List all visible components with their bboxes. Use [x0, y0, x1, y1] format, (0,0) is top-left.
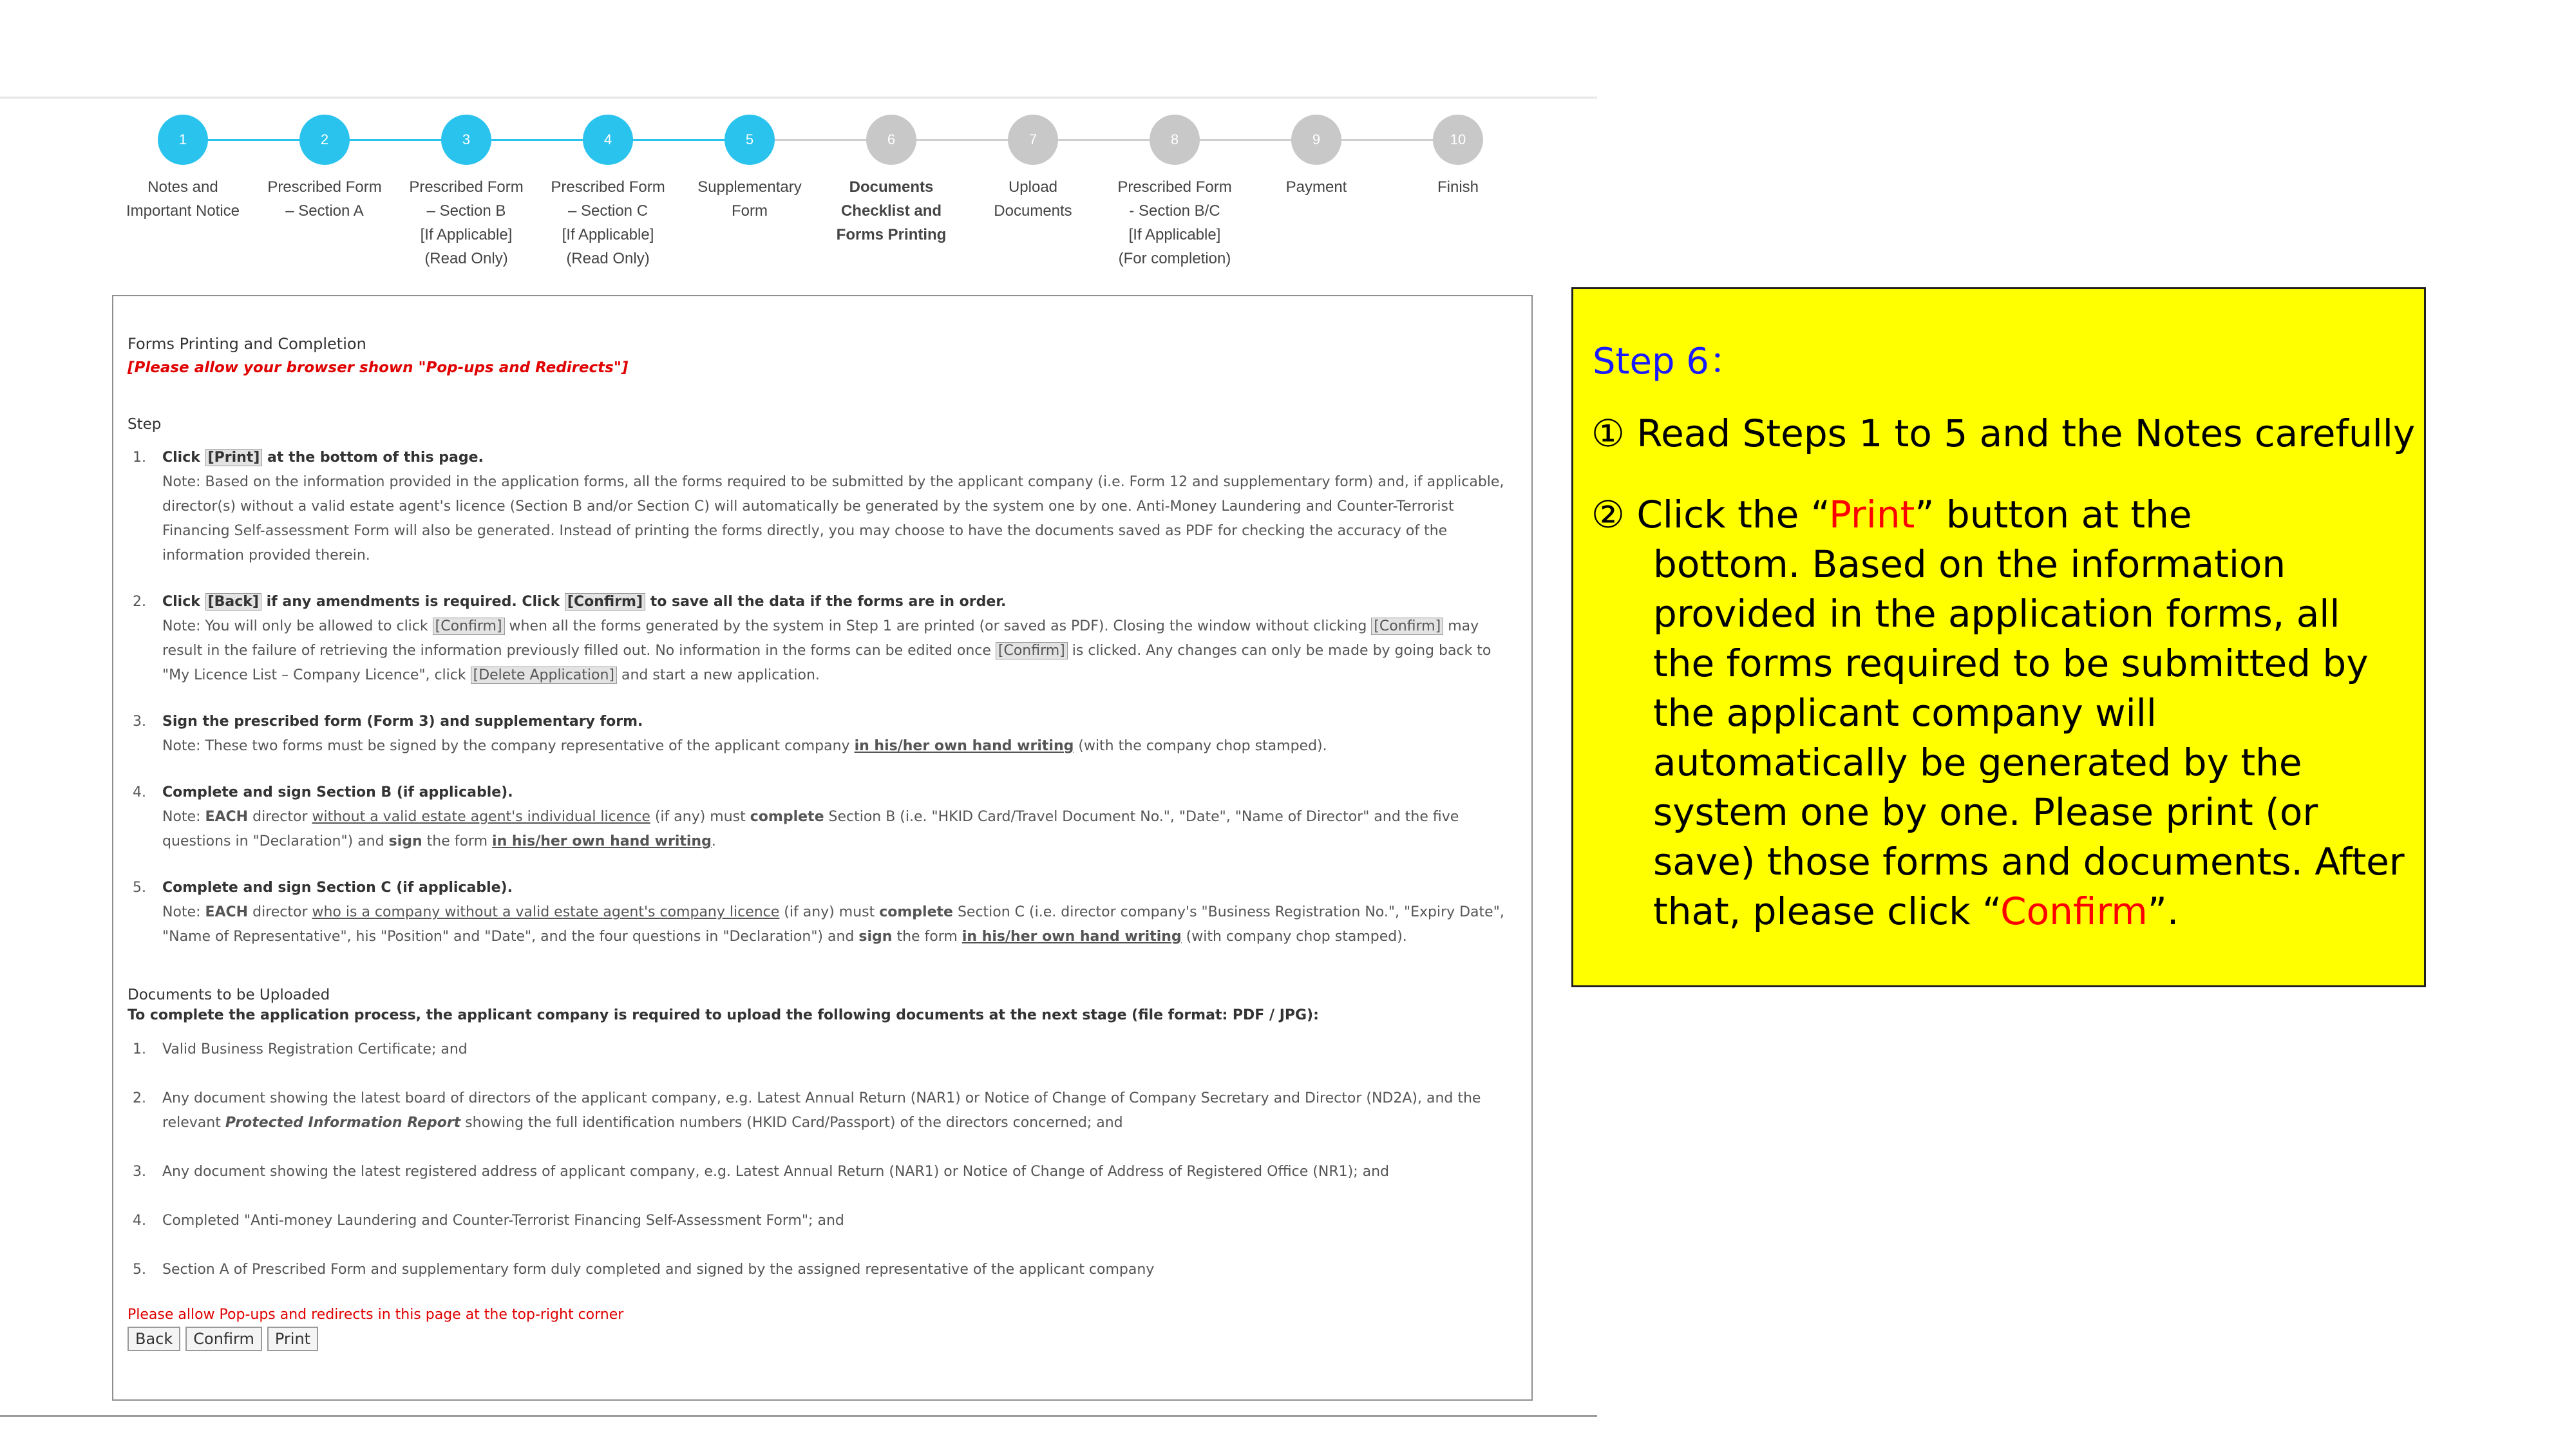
step-number-badge: 1 — [158, 115, 208, 165]
stepper-step-10 — [1392, 115, 1524, 199]
back-button[interactable]: Back — [128, 1327, 180, 1351]
step-number-badge: 8 — [1150, 115, 1200, 165]
step-label: Upload Documents — [994, 178, 1072, 220]
step-number-badge: 2 — [299, 115, 350, 165]
documents-subheading: To complete the application process, the applicant company is required to upload the following documents at the next stage (file format: PDF / JPG): — [128, 1007, 1319, 1023]
panel-title: Forms Printing and Completion — [128, 335, 366, 353]
bottom-divider — [0, 1415, 1597, 1417]
step-heading: Step — [128, 416, 162, 433]
stepper-step-2 — [259, 115, 390, 223]
list-item: 2. Click [Back] if any amendments is required. Click [Confirm] to save all the data if the forms are in order. Note: You will only be allowed to click [Confirm] when all the forms generated by the system in Step 1 are printed (or saved as PDF). Closing the window without clicking [Confirm] may result in the failure of retrieving the information previously filled out. No information in the forms can be edited once [Confirm] is clicked. Any changes can only be made by going back to "My Licence List – Company Licence", click [Delete Application] and start a new application. — [133, 594, 1492, 683]
step-label: Payment — [1285, 178, 1347, 196]
step-number-badge: 7 — [1008, 115, 1058, 165]
action-buttons — [128, 1327, 1506, 1351]
documents-heading: Documents to be Uploaded — [128, 987, 330, 1003]
step-label: Finish — [1437, 178, 1479, 196]
step-number-badge: 9 — [1291, 115, 1341, 165]
list-item: 5. Complete and sign Section C (if applicable). Note: EACH director who is a company without a valid estate agent's company licence (if any) must complete Section C (i.e. director company's "Business Registration No.", "Expiry Date", "Name of Representative", his "Position" and "Date", and the four questions in "Declaration") and sign the form in his/her own hand writing (with company chop stamped). — [133, 880, 1504, 945]
confirm-button[interactable]: Confirm — [185, 1327, 262, 1351]
instruction-callout — [1571, 287, 2426, 987]
popup-note: Please allow Pop-ups and redirects in this page at the top-right corner — [128, 1307, 624, 1323]
stepper-step-6 — [826, 115, 957, 247]
step-label: Supplementary Form — [697, 178, 802, 220]
print-button[interactable]: Print — [267, 1327, 318, 1351]
step-label: Prescribed Form - Section B/C [If Applicable] (For completion) — [1117, 178, 1232, 267]
stepper-step-8 — [1109, 115, 1240, 270]
stepper-step-3 — [401, 115, 532, 270]
popup-warning: [Please allow your browser shown "Pop-ups and Redirects"] — [128, 359, 629, 376]
forms-printing-panel — [112, 295, 1533, 1401]
callout-point-1: ① Read Steps 1 to 5 and the Notes carefully — [1591, 412, 2416, 455]
stepper-step-5 — [684, 115, 815, 223]
callout-point-2: ② Click the “Print” button at the bottom. Based on the information provided in the application forms, all the forms required to be submitted by the applicant company will automatically be generated by the system one by one. Please print (or save) those forms and documents. After that, please click “Confirm”. — [1591, 493, 2405, 933]
step-label: Notes and Important Notice — [126, 178, 240, 220]
step-label: Prescribed Form – Section B [If Applicable] (Read Only) — [409, 178, 524, 267]
stepper-step-4 — [542, 115, 674, 270]
step-number-badge: 4 — [583, 115, 633, 165]
list-item: 3. Sign the prescribed form (Form 3) and supplementary form. Note: These two forms must be signed by the company representative of the applicant company in his/her own hand writing (with the company chop stamped). — [133, 714, 1327, 754]
step-list — [128, 446, 1506, 949]
list-item: 4. Complete and sign Section B (if applicable). Note: EACH director without a valid estate agent's individual licence (if any) must complete Section B (i.e. "HKID Card/Travel Document No.", "Date", "Name of Director" and the five questions in "Declaration") and sign the form in his/her own hand writing. — [133, 784, 1459, 849]
step-number-badge: 3 — [441, 115, 491, 165]
list-item: 5. Section A of Prescribed Form and supplementary form duly completed and signed by the assigned representative of the applicant company — [133, 1262, 1155, 1278]
callout-heading: Step 6： — [1593, 341, 1745, 383]
list-item: 3. Any document showing the latest registered address of applicant company, e.g. Latest Annual Return (NAR1) or Notice of Change of Address of Registered Office (NR1); and — [133, 1164, 1390, 1180]
list-item: 1. Click [Print] at the bottom of this page. Note: Based on the information provided in the application forms, all the forms required to be submitted by the applicant company (i.e. Form 12 and supplementary form) and, if applicable, director(s) without a valid estate agent's licence (Section B and/or Section C) will automatically be generated by the system one by one. Anti-Money Laundering and Counter-Terrorist Financing Self-assessment Form will also be generated. Instead of printing the forms directly, you may choose to have the documents saved as PDF for checking the accuracy of the information provided therein. — [133, 450, 1504, 564]
progress-stepper — [117, 115, 1525, 276]
step-label: Prescribed Form – Section C [If Applicable] (Read Only) — [551, 178, 665, 267]
step-number-badge: 10 — [1433, 115, 1483, 165]
stepper-step-9 — [1251, 115, 1382, 199]
step-label: Prescribed Form – Section A — [267, 178, 382, 220]
stepper-step-7 — [967, 115, 1099, 223]
stepper-step-1 — [117, 115, 249, 223]
list-item: 2. Any document showing the latest board of directors of the applicant company, e.g. Latest Annual Return (NAR1) or Notice of Change of Company Secretary and Director (ND2A), and the relevant Protected Information Report showing the full identification numbers (HKID Card/Passport) of the directors concerned; and — [133, 1090, 1481, 1131]
step-number-badge: 6 — [866, 115, 916, 165]
list-item: 4. Completed "Anti-money Laundering and Counter-Terrorist Financing Self-Assessment Form"; and — [133, 1213, 844, 1229]
documents-list — [128, 1037, 1506, 1282]
list-item: 1. Valid Business Registration Certificate; and — [133, 1041, 468, 1057]
top-divider — [0, 97, 1597, 99]
step-label: Documents Checklist and Forms Printing — [836, 178, 947, 243]
step-number-badge: 5 — [724, 115, 775, 165]
